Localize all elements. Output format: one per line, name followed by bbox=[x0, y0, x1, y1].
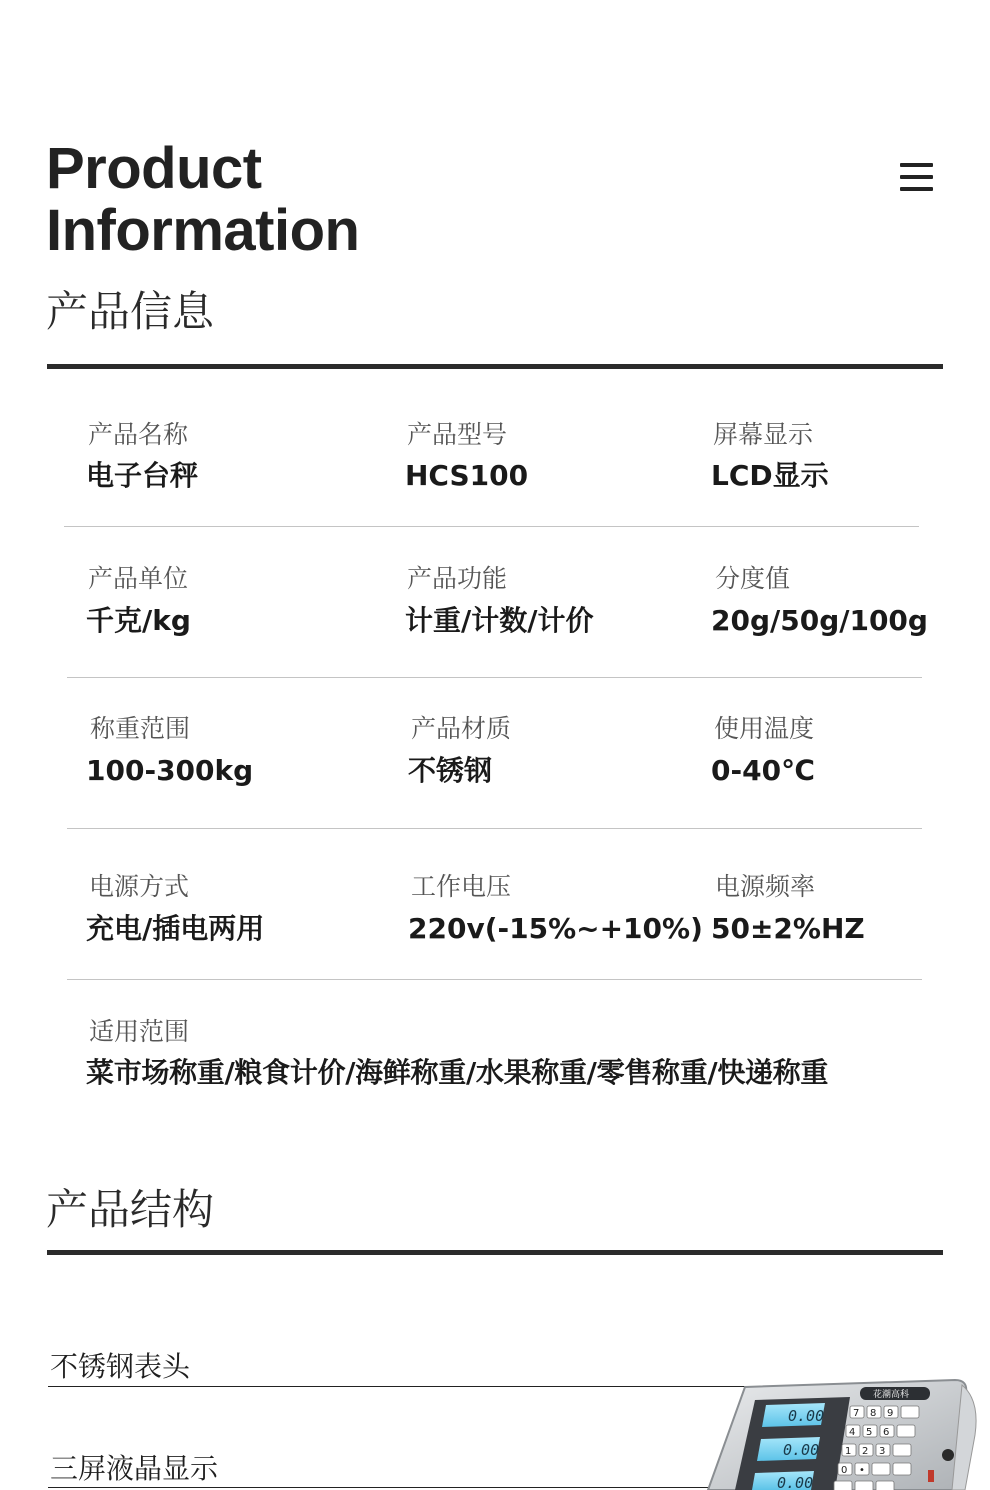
svg-text:3: 3 bbox=[879, 1446, 886, 1457]
callout-line bbox=[48, 1487, 718, 1488]
svg-text:花潮高科: 花潮高科 bbox=[873, 1390, 910, 1400]
section-divider bbox=[47, 364, 943, 369]
spec-value-frequency: 50±2%HZ bbox=[711, 912, 865, 945]
spec-value-power-mode: 充电/插电两用 bbox=[86, 912, 265, 945]
svg-text:2: 2 bbox=[862, 1446, 869, 1457]
callout-label-stainless-head: 不锈钢表头 bbox=[50, 1350, 191, 1383]
row-divider bbox=[64, 526, 919, 527]
spec-label-function: 产品功能 bbox=[407, 564, 508, 593]
svg-text:•: • bbox=[859, 1465, 865, 1476]
row-divider bbox=[67, 979, 922, 980]
callout-label-triple-lcd: 三屏液晶显示 bbox=[50, 1452, 219, 1485]
svg-text:1: 1 bbox=[845, 1446, 852, 1457]
page-title bbox=[46, 138, 359, 262]
spec-label-division: 分度值 bbox=[715, 564, 791, 593]
spec-label-frequency: 电源频率 bbox=[715, 872, 816, 901]
page-title-line2: Information bbox=[46, 198, 360, 263]
svg-text:0.00: 0.00 bbox=[777, 1474, 814, 1490]
section-title-product-structure: 产品结构 bbox=[46, 1185, 215, 1234]
row-divider bbox=[67, 677, 922, 678]
spec-value-unit: 千克/kg bbox=[86, 604, 191, 637]
spec-label-unit: 产品单位 bbox=[88, 564, 189, 593]
spec-value-display: LCD显示 bbox=[711, 459, 829, 492]
spec-label-material: 产品材质 bbox=[411, 714, 512, 743]
spec-value-division: 20g/50g/100g bbox=[711, 604, 928, 637]
page-title-line1: Product bbox=[46, 136, 262, 201]
spec-value-range: 100-300kg bbox=[86, 754, 254, 787]
row-divider bbox=[67, 828, 922, 829]
spec-label-application: 适用范围 bbox=[89, 1017, 190, 1046]
svg-text:0.00: 0.00 bbox=[783, 1441, 820, 1459]
spec-value-material: 不锈钢 bbox=[408, 754, 493, 787]
callout-line bbox=[48, 1386, 783, 1387]
section-title-product-info: 产品信息 bbox=[46, 287, 215, 336]
spec-label-voltage: 工作电压 bbox=[411, 872, 512, 901]
section-divider bbox=[47, 1250, 943, 1255]
svg-text:6: 6 bbox=[883, 1427, 890, 1438]
spec-label-range: 称重范围 bbox=[90, 714, 191, 743]
svg-text:0: 0 bbox=[841, 1465, 848, 1476]
svg-text:0.00: 0.00 bbox=[788, 1407, 825, 1425]
svg-text:4: 4 bbox=[849, 1427, 856, 1438]
spec-value-function: 计重/计数/计价 bbox=[405, 604, 594, 637]
svg-text:5: 5 bbox=[866, 1427, 873, 1438]
spec-value-application: 菜市场称重/粮食计价/海鲜称重/水果称重/零售称重/快递称重 bbox=[86, 1056, 829, 1089]
hamburger-menu-icon[interactable] bbox=[900, 163, 934, 191]
spec-label-display: 屏幕显示 bbox=[713, 420, 814, 449]
spec-value-temperature: 0-40℃ bbox=[711, 754, 815, 787]
svg-text:9: 9 bbox=[887, 1408, 894, 1419]
spec-value-model: HCS100 bbox=[405, 459, 529, 492]
scale-indicator-image bbox=[700, 1375, 990, 1490]
spec-value-voltage: 220v(-15%~+10%) bbox=[408, 912, 703, 945]
svg-text:7: 7 bbox=[853, 1408, 860, 1419]
svg-text:8: 8 bbox=[870, 1408, 877, 1419]
spec-label-power-mode: 电源方式 bbox=[89, 872, 190, 901]
spec-label-model: 产品型号 bbox=[407, 420, 508, 449]
spec-label-name: 产品名称 bbox=[88, 420, 189, 449]
spec-label-temperature: 使用温度 bbox=[714, 714, 815, 743]
spec-value-name: 电子台秤 bbox=[86, 459, 199, 492]
